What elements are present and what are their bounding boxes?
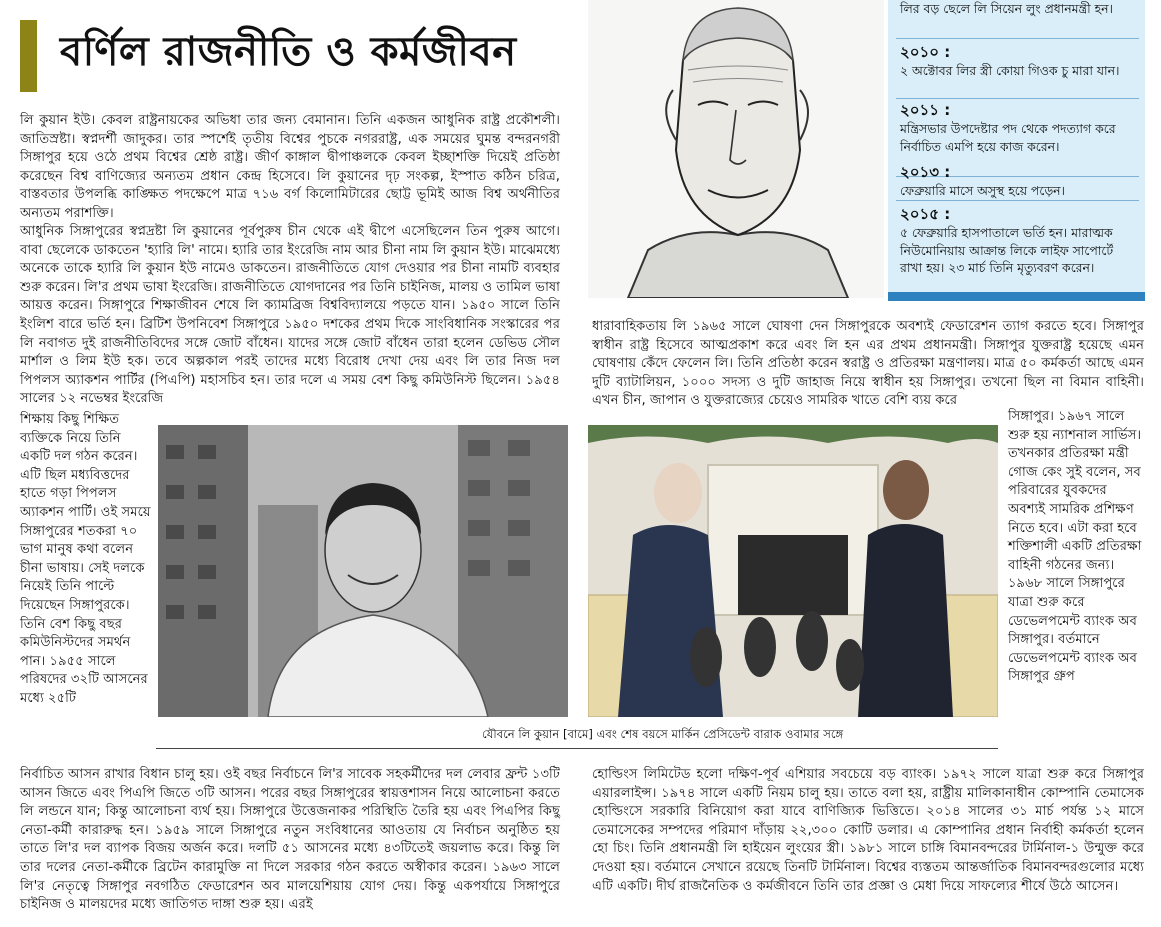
narrow-left-paragraph: শিক্ষায় কিছু শিক্ষিত ব্যক্তিকে নিয়ে তিনি একটি দল গঠন করেন। এটি ছিল মধ্যবিত্তদের হাতে গড়া পিপলস অ্যাকশন পার্টি। ওই সময়ে সিঙ্গাপুরের শতকরা ৭০ ভাগ মানুষ কথা বলেন চীনা ভাষায়। সেই দলকে নিয়েই তিনি পাল্টে দিয়েছেন সিঙ্গাপুরকে। তিনি বেশ কিছু বছর কমিউনিস্টদের সমর্থন পান। ১৯৫৫ সালে পরিষদের ৩২টি আসনের মধ্যে ২৫টি [20, 412, 151, 706]
federation-paragraph: ধারাবাহিকতায় লি ১৯৬৫ সালে ঘোষণা দেন সিঙ্গাপুরকে অবশ্যই ফেডারেশন ত্যাগ করতে হবে। সিঙ্গাপুর স্বাধীন রাষ্ট্র হিসেবে আত্মপ্রকাশ করে এবং লি হন এর প্রথম প্রধানমন্ত্রী। সিঙ্গাপুর যুক্তরাষ্ট্র হয়েছে এমন ঘোষণায় কেঁদে ফেলেন লি। তিনি প্রতিষ্ঠা করেন স্বরাষ্ট্র ও প্রতিরক্ষা মন্ত্রণালয়। মাত্র ৫০ কর্মকর্তা আছে এমন দুটি ব্যাটালিয়ন, ১০০০ সদস্য ও দুটি জাহাজ নিয়ে স্বাধীন হয় সিঙ্গাপুর। তখনো ছিল না বিমান বাহিনী। এখন চীন, জাপান ও যুক্তরাজ্যের চেয়েও সামরিক খাতে বেশি ব্যয় করে [592, 319, 1144, 409]
timeline-year: ২০১৩ : [900, 163, 951, 181]
timeline-intro: লির বড় ছেলে লি সিয়েন লুং প্রধানমন্ত্রী হন। [900, 1, 1113, 16]
timeline-item [900, 204, 1138, 277]
timeline-item [900, 42, 1138, 80]
bottom-separator [156, 748, 998, 749]
economy-paragraph: হোল্ডিংস লিমিটেড হলো দক্ষিণ-পূর্ব এশিয়ার সবচেয়ে বড় ব্যাংক। ১৯৭২ সালে যাত্রা শুরু করে সিঙ্গাপুর এয়ারলাইন্স। ১৯৭৪ সালে একটি নিয়ম চালু হয়। তাতে বলা হয়, রাষ্ট্রীয় মালিকানাধীন কোম্পানি তেমাসেক হোল্ডিংসে সরকারি বিনিয়োগ করা যাবে বাণিজ্যিক ভিত্তিতে। ২০১৪ সালের ৩১ মার্চ পর্যন্ত ১২ মাসে তেমাসেকের সম্পদের পরিমাণ দাঁড়ায় ২২,৩০০ কোটি ডলার। এ কোম্পানির প্রধান নির্বাহী কর্মকর্তা হলেন হো চিং। তিনি প্রধানমন্ত্রী লি হাইয়েন লুংয়ের স্ত্রী। ১৯৮১ সালে চাঙ্গি বিমানবন্দরের টার্মিনাল-১ উন্মুক্ত করে দেওয়া হয়। বর্তমানে সেখানে রয়েছে তিনটি টার্মিনাল। বিশ্বের ব্যস্ততম আন্তর্জাতিক বিমানবন্দরগুলোর মধ্যে এটি একটি। দীর্ঘ রাজনৈতিক ও কর্মজীবনে তিনি তার প্রজ্ঞা ও মেধা দিয়ে সাফল্যের শীর্ষে উঠে আসেন। [592, 767, 1144, 894]
title-accent-bar [20, 20, 37, 92]
obama-lee-photo-drawing [588, 425, 998, 717]
ancestry-paragraph: আধুনিক সিঙ্গাপুরের স্বপ্নদ্রষ্টা লি কুয়ানের পূর্বপুরুষ চীন থেকে এই দ্বীপে এসেছিলেন তিন পুরুষ আগে। বাবা ছেলেকে ডাকতেন 'হ্যারি লি' নামে। হ্যারি তার ইংরেজি নাম আর চীনা নাম লি কুয়ান ইউ। মাঝেমধ্যে অনেকে তাকে হ্যারি লি কুয়ান ইউ নামেও ডাকতেন। রাজনীতিতে যোগ দেওয়ার পর চীনা নামটি ব্যবহার শুরু করেন। লি'র প্রথম ভাষা ইংরেজি। রাজনীতিতে যোগদানের পর তিনি চাইনিজ, মালয় ও তামিল ভাষা আয়ত্ত করেন। সিঙ্গাপুরে শিক্ষাজীবন শেষে লি ক্যামব্রিজ বিশ্ববিদ্যালয়ে পড়তে যান। ১৯৫০ সালে তিনি ইংলিশ বারে ভর্তি হন। ব্রিটিশ উপনিবেশ সিঙ্গাপুরে ১৯৫০ দশকের প্রথম দিকে সাংবিধানিক সংস্কারের পর লি নবাগত দুই রাজনীতিবিদের সঙ্গে জোট বাঁধেন। যাদের সঙ্গে জোট বাঁধেন তারা হলেন ডেভিড সৌল মার্শাল ও লিম ইউ হক। তবে অল্পকাল পরই তাদের মধ্যে বিরোধ দেখা দেয় এবং লি তার নিজ দল পিপলস অ্যাকশন পার্টির (পিএপি) মহাসচিব হন। তার দলে এ সময় বেশ কিছু কমিউনিস্ট ছিলেন। ১৯৫৪ সালের ১২ নভেম্বর ইংরেজি [20, 224, 560, 407]
elections-paragraph: নির্বাচিত আসন রাখার বিধান চালু হয়। ওই বছর নির্বাচনে লি'র সাবেক সহকর্মীদের দল লেবার ফ্রন্ট ১৩টি আসন জিতে এবং পিএপি জিতে ৩টি আসন। পরের বছর সিঙ্গাপুরের স্বায়ত্তশাসন নিয়ে আলোচনা করতে লি লন্ডনে যান; কিন্তু আলোচনা ব্যর্থ হয়। সিঙ্গাপুরে উত্তেজনাকর পরিস্থিতি তৈরি হয় এবং পিএপির কিছু নেতা-কর্মী কারারুদ্ধ হন। ১৯৫৯ সালে সিঙ্গাপুরে নতুন সংবিধানের আওতায় যে নির্বাচন অনুষ্ঠিত হয় তাতে লি'র দল ব্যাপক বিজয় অর্জন করে। দলটি ৫১ আসনের মধ্যে ৪৩টিতেই জয়লাভ করে। কিন্তু লি তার দলের নেতা-কর্মীকে ব্রিটেন কারামুক্তি না দিলে সরকার গঠন করতে অস্বীকার করেন। ১৯৬৩ সালে লি'র নেতৃত্বে সিঙ্গাপুর নবগঠিত ফেডারেশন অব মালয়েশিয়ায় যোগ দেয়। কিন্তু একপর্যায়ে সিঙ্গাপুরে চাইনিজ ও মালয়দের মধ্যে জাতিগত দাঙ্গা শুরু হয়। এরই [20, 767, 560, 913]
obama-lee-photo [588, 425, 998, 717]
timeline-sidebar-bottom-bar [888, 292, 1145, 301]
timeline-item [900, 162, 1138, 200]
intro-paragraph: লি কুয়ান ইউ। কেবল রাষ্ট্রনায়কের অভিধা তার জন্য বেমানান। তিনি একজন আধুনিক রাষ্ট্র প্রকৌশলী। জাতিস্রষ্টা। স্বপ্নদর্শী জাদুকর। তার স্পর্শেই তৃতীয় বিশ্বের পুচকে নগররাষ্ট্র, এক সময়ের ঘুমন্ত বন্দরনগরী সিঙ্গাপুর হয়ে ওঠে প্রথম বিশ্বের শ্রেষ্ঠ রাষ্ট্র। জীর্ণ কাঙ্গাল দ্বীপাঞ্চলকে কেবল ইচ্ছাশক্তি দিয়েই প্রতিষ্ঠা করেছেন বিশ্ব বাণিজ্যের অন্যতম প্রধান কেন্দ্র হিসেবে। লি কুয়ানের দৃঢ় সংকল্প, ইস্পাত কঠিন চরিত্র, বাস্তবতার উপলব্ধি কাঙ্ক্ষিত পদক্ষেপে মাত্র ৭১৬ বর্গ কিলোমিটারের ছোট্ট ভূমিই আজ বিশ্ব অর্থনীতির অন্যতম পরাশক্তি। [20, 113, 560, 221]
timeline-sidebar [888, 0, 1145, 292]
timeline-divider [896, 38, 1139, 39]
timeline-year: ২০১০ : [900, 43, 951, 61]
timeline-year: ২০১৫ : [900, 205, 951, 223]
timeline-text: ফেব্রুয়ারি মাসে অসুস্থ হয়ে পড়েন। [900, 183, 1065, 198]
page-title: বর্ণিল রাজনীতি ও কর্মজীবন [60, 29, 517, 75]
portrait-sketch [588, 0, 884, 298]
timeline-divider [896, 98, 1139, 99]
portrait-sketch-drawing [588, 0, 884, 298]
timeline-divider [896, 200, 1139, 201]
young-lee-photo [158, 425, 568, 717]
timeline-text: মন্ত্রিসভার উপদেষ্টার পদ থেকে পদত্যাগ করে নির্বাচিত এমপি হয়ে কাজ করেন। [900, 121, 1116, 154]
narrow-right-paragraph: সিঙ্গাপুর। ১৯৬৭ সালে শুরু হয় ন্যাশনাল সার্ভিস। তখনকার প্রতিরক্ষা মন্ত্রী গোজ কেং সুই বলেন, সব পরিবারের যুবকদের অবশ্যই সামরিক প্রশিক্ষণ নিতে হবে। এটা করা হবে শক্তিশালী একটি প্রতিরক্ষা বাহিনী গঠনের জন্য। ১৯৬৮ সালে সিঙ্গাপুরে যাত্রা শুরু করে ডেভেলপমেন্ট ব্যাংক অব সিঙ্গাপুর। বর্তমানে ডেভেলপমেন্ট ব্যাংক অব সিঙ্গাপুর গ্রুপ [1008, 409, 1142, 685]
young-lee-photo-drawing [158, 425, 568, 717]
timeline-year: ২০১১ : [900, 101, 951, 119]
photo-caption: যৌবনে লি কুয়ান [বামে] এবং শেষ বয়সে মার্কিন প্রেসিডেন্ট বারাক ওবামার সঙ্গে [482, 727, 844, 741]
timeline-item [900, 100, 1138, 155]
timeline-text: ২ অক্টোবর লির স্ত্রী কোয়া গিওক চু মারা যান। [900, 63, 1120, 78]
timeline-text: ৫ ফেব্রুয়ারি হাসপাতালে ভর্তি হন। মারাত্মক নিউমোনিয়ায় আক্রান্ত লিকে লাইফ সাপোর্টে রাখা হয়। ২৩ মার্চ তিনি মৃত্যুবরণ করেন। [900, 225, 1114, 276]
